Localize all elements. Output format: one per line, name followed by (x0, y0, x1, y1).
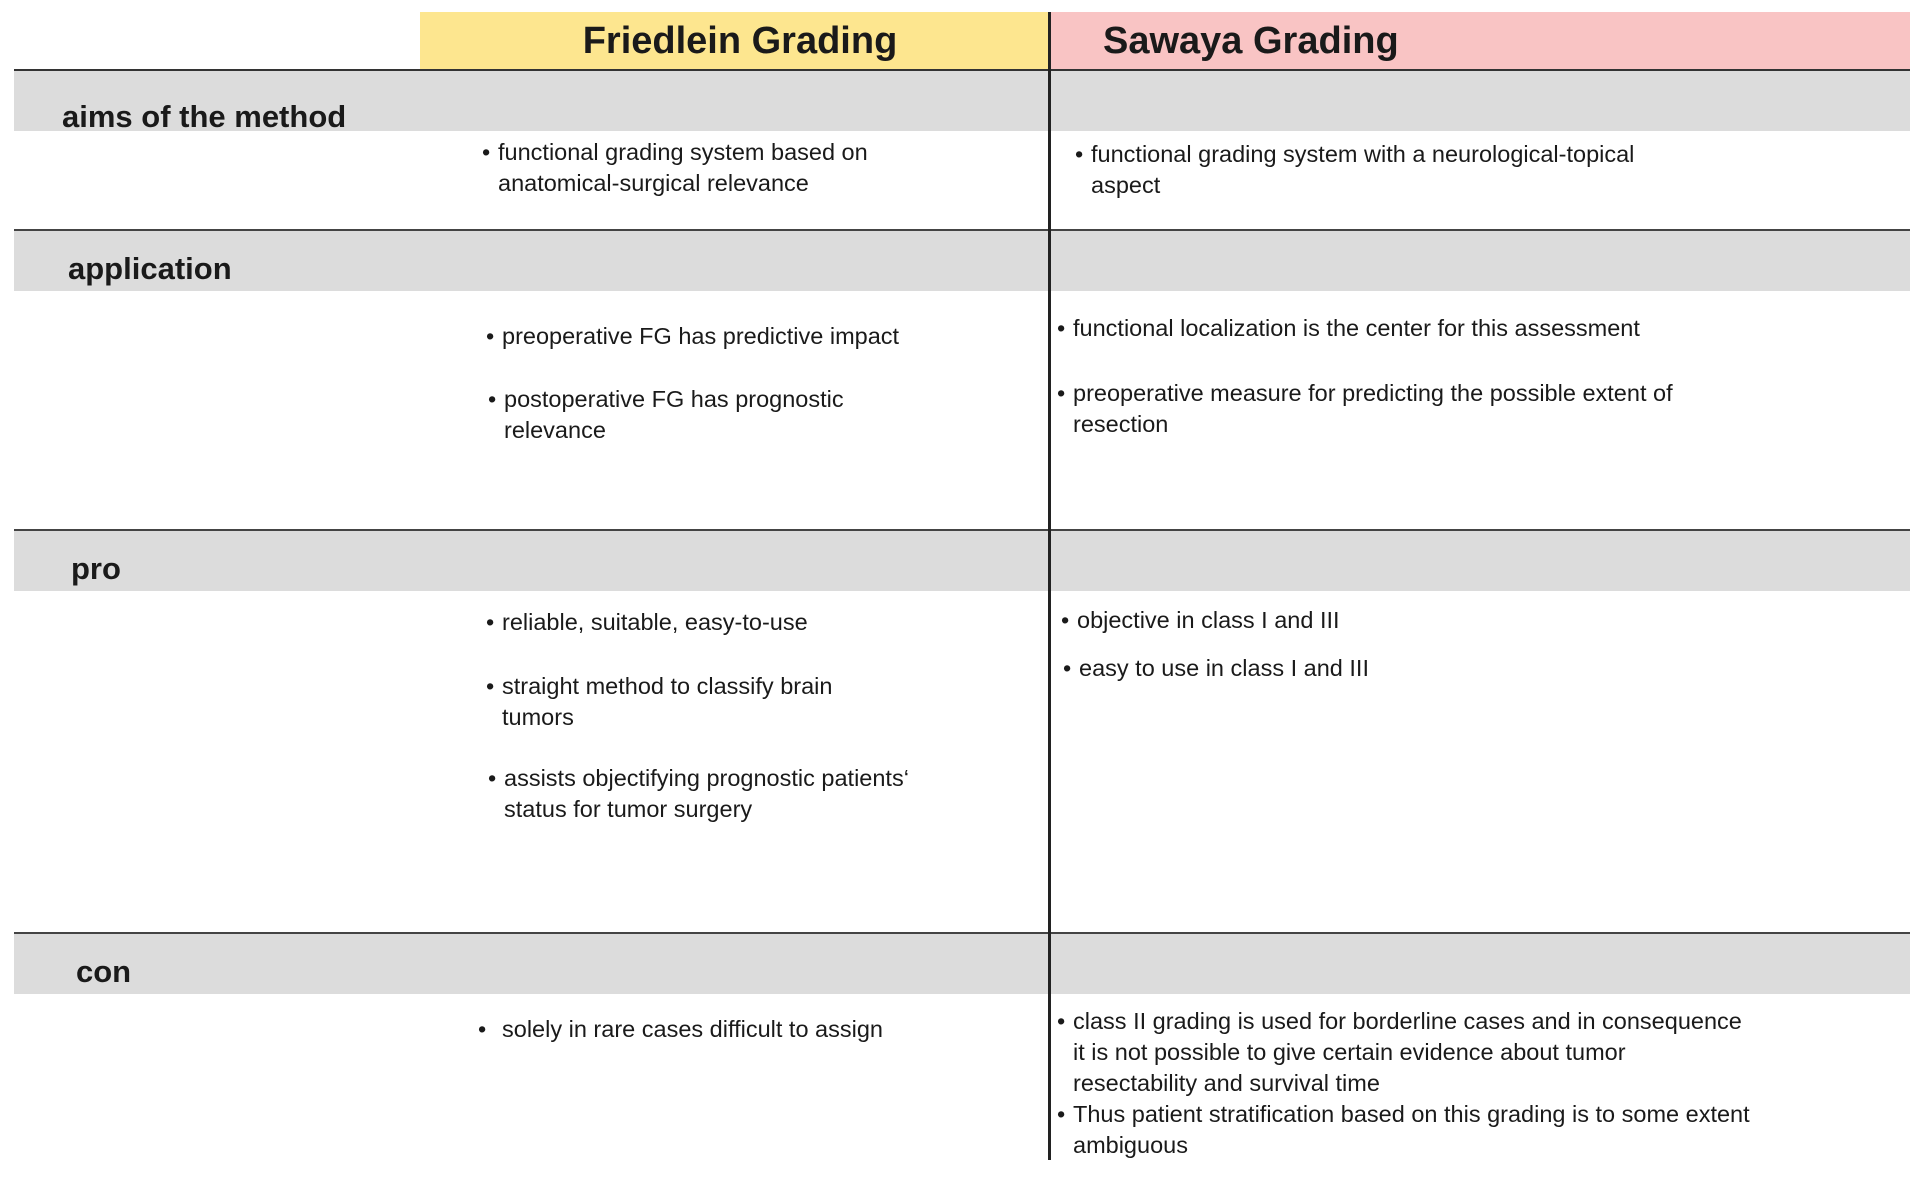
sawaya-header: Sawaya Grading (1050, 12, 1910, 70)
sawaya-aims-item: • functional grading system with a neurological-topical aspect (1075, 139, 1634, 201)
sawaya-con-list (1057, 1006, 1750, 1161)
section-band (14, 934, 1910, 994)
friedlein-pro-list (486, 607, 909, 825)
section-band (14, 531, 1910, 591)
friedlein-header: Friedlein Grading (420, 12, 1050, 70)
sawaya-pro-item: • objective in class I and III (1061, 605, 1369, 636)
friedlein-application-item: • postoperative FG has prognostic relevance (488, 384, 899, 446)
section-con (14, 932, 1910, 1162)
section-aims (14, 71, 1910, 229)
section-label-pro: pro (71, 551, 121, 586)
sawaya-application-list (1057, 313, 1673, 440)
friedlein-con-list (478, 1014, 883, 1045)
sawaya-application-item: • functional localization is the center for this assessment (1057, 313, 1673, 344)
sawaya-con-item: • Thus patient stratification based on this grading is to some extent ambiguous (1057, 1099, 1750, 1161)
sawaya-application-item: • preoperative measure for predicting the possible extent of resection (1057, 378, 1673, 440)
section-label-aims: aims of the method (62, 99, 347, 134)
sawaya-pro-list (1061, 605, 1369, 684)
friedlein-con-item: • solely in rare cases difficult to assign (478, 1014, 883, 1045)
friedlein-pro-item: • reliable, suitable, easy-to-use (486, 607, 909, 638)
sawaya-aims-list (1061, 139, 1634, 201)
section-band (14, 231, 1910, 291)
friedlein-pro-item: • straight method to classify brain tumors (486, 671, 909, 733)
friedlein-pro-item: • assists objectifying prognostic patients‘ status for tumor surgery (488, 763, 909, 825)
section-pro (14, 529, 1910, 932)
friedlein-application-list (486, 321, 899, 446)
sawaya-con-item: • class II grading is used for borderline cases and in consequence it is not possible to give certain evidence about tumor resectability and survival time (1057, 1006, 1750, 1099)
friedlein-aims-item: • functional grading system based on anatomical-surgical relevance (482, 137, 868, 199)
friedlein-application-item: • preoperative FG has predictive impact (486, 321, 899, 352)
friedlein-aims-list (482, 137, 868, 199)
section-label-con: con (76, 954, 132, 989)
section-application (14, 229, 1910, 529)
sawaya-pro-item: • easy to use in class I and III (1063, 653, 1369, 684)
column-divider (1048, 12, 1051, 1160)
section-label-application: application (68, 251, 232, 286)
